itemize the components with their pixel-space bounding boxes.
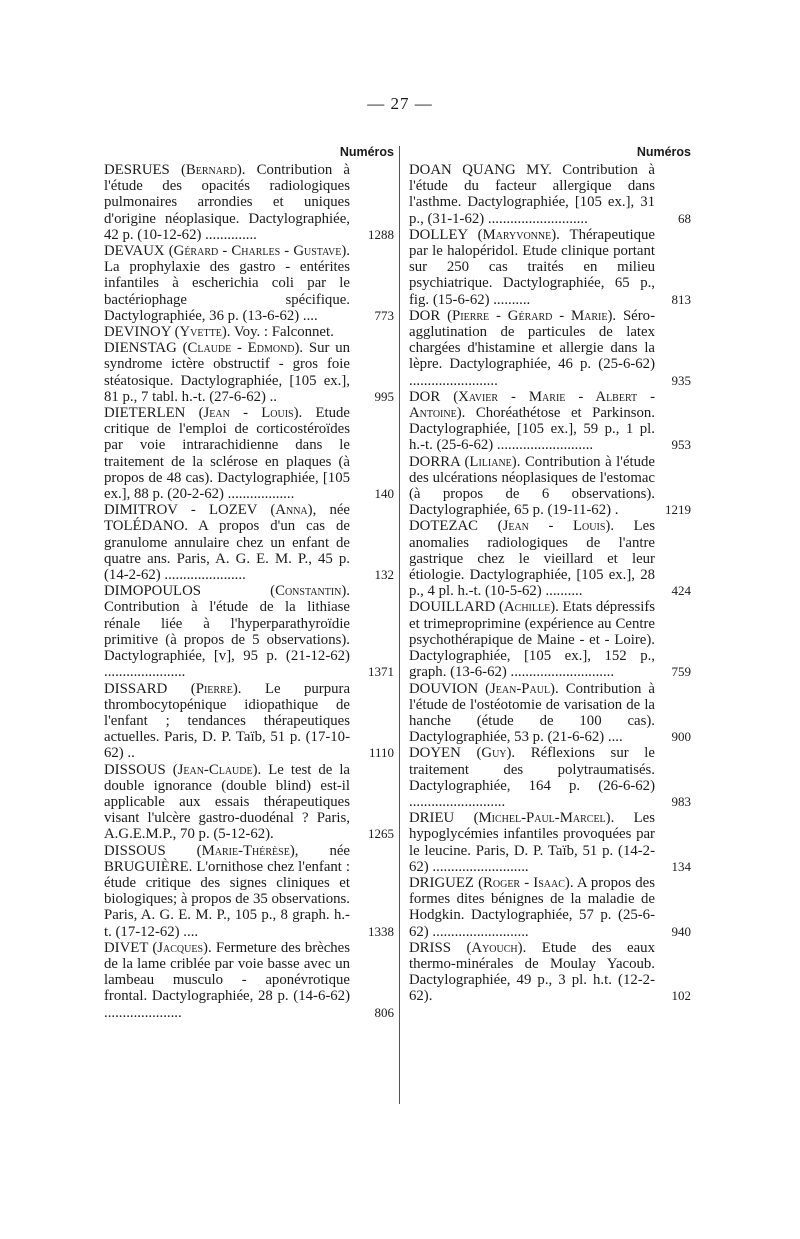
author-name: DOLLEY bbox=[409, 226, 468, 243]
author-name: DRIGUEZ bbox=[409, 874, 474, 891]
author-given-names: (Constantin). bbox=[270, 583, 350, 600]
entry-number: 900 bbox=[671, 729, 691, 745]
entry-number: 759 bbox=[671, 664, 691, 680]
author-given-names: (Maryvonne). bbox=[477, 226, 560, 243]
author-name: DIETERLEN bbox=[104, 405, 186, 422]
entry-description: Contribution à l'étude de l'ostéotomie de varisation de la hanche (étude de 100 cas). Dactylographiée, 53 p. (21-6-62) .... bbox=[409, 680, 656, 746]
index-entry bbox=[104, 162, 394, 243]
entry-description: Le test de la double ignorance (double blind) est-il applicable aux essais thérapeutiques visant l'ulcère gastro-duodénal ? Paris, A.G.E.M.P., 70 p. (5-12-62). bbox=[104, 761, 351, 843]
author-given-names: (Yvette). bbox=[174, 324, 231, 341]
author-name: DORRA bbox=[409, 453, 460, 470]
entry-list bbox=[409, 162, 691, 1005]
index-entry bbox=[104, 405, 394, 502]
entry-description: Voy. : Falconnet. bbox=[233, 324, 334, 341]
author-name: DEVAUX bbox=[104, 243, 165, 260]
entry-description: Contribution à l'étude des ulcérations néoplasiques de l'estomac (à propos de 6 observations). Dactylographiée, 65 p. (19-11-62) . bbox=[409, 453, 655, 519]
entry-number: 1371 bbox=[368, 664, 394, 680]
index-entry bbox=[409, 940, 691, 1005]
column-header: Numéros bbox=[636, 145, 691, 159]
author-given-names: (Michel-Paul-Marcel). bbox=[473, 810, 615, 827]
author-given-names: (Xavier - Marie - Albert - Antoine). bbox=[409, 388, 656, 422]
entry-number: 953 bbox=[671, 437, 691, 453]
author-given-names: (Jean-Paul). bbox=[485, 680, 559, 697]
entry-number: 134 bbox=[671, 858, 691, 874]
entry-description: Les anomalies radiologiques de l'antre gastrique chez le vieillard et leur étiologie. Dactylographiée, [105 ex.], 28 p., 4 pl. h.-t. (10-5-62) .......... bbox=[409, 518, 656, 600]
index-entry bbox=[104, 340, 394, 405]
author-name: DISSOUS bbox=[104, 761, 166, 778]
entry-number: 813 bbox=[671, 291, 691, 307]
entry-description: Contribution à l'étude des opacités radiologiques pulmonaires arrondies et uniques d'origine néoplasique. Dactylographiée, 42 p. (10-12-62) .............. bbox=[104, 162, 350, 243]
author-name: DOR bbox=[409, 388, 441, 405]
author-name: DOUILLARD bbox=[409, 599, 496, 616]
left-column bbox=[104, 142, 394, 1021]
author-name: DRISS bbox=[409, 939, 451, 956]
author-given-names: (Anna), bbox=[270, 502, 317, 519]
entry-number: 68 bbox=[678, 210, 691, 226]
author-given-names: (Liliane). bbox=[464, 453, 521, 470]
author-name: DISSARD bbox=[104, 680, 168, 697]
entry-description: Le purpura thrombocytopénique idiopathique de l'enfant ; tendances thérapeutiques actuelles. Paris, D. P. Taïb, 51 p. (17-10-62) .. bbox=[104, 680, 351, 762]
entry-description: Contribution à l'étude du facteur allergique dans l'asthme. Dactylographiée, [105 ex.], 31 p., (31-1-62) ........................... bbox=[409, 162, 655, 227]
entry-number: 1265 bbox=[368, 826, 394, 842]
author-given-names: (Pierre - Gérard - Marie). bbox=[447, 307, 617, 324]
entry-number: 1110 bbox=[368, 745, 394, 761]
index-entry bbox=[104, 583, 394, 680]
entry-number: 773 bbox=[374, 307, 394, 323]
entry-number: 140 bbox=[374, 486, 394, 502]
entry-number: 806 bbox=[374, 1004, 394, 1020]
author-given-names: (Jean-Claude). bbox=[172, 761, 262, 778]
author-name: DISSOUS bbox=[104, 842, 166, 859]
entry-description: A propos des formes dites bénignes de la maladie de Hodgkin. Dactylographiée, 57 p. (25-6-62) .......................... bbox=[409, 874, 656, 940]
entry-number: 940 bbox=[671, 923, 691, 939]
index-entry bbox=[104, 502, 394, 583]
column-divider bbox=[399, 146, 400, 1104]
index-entry bbox=[409, 875, 691, 940]
author-name: DRIEU bbox=[409, 810, 455, 827]
right-column bbox=[409, 142, 691, 1005]
entry-number: 983 bbox=[671, 793, 691, 809]
author-given-names: (Claude - Edmond). bbox=[182, 340, 304, 357]
index-entry bbox=[409, 227, 691, 308]
index-entry bbox=[409, 745, 691, 810]
index-entry bbox=[409, 162, 691, 227]
entry-description: Etude des eaux thermo-minérales de Moulay Yacoub. Dactylographiée, 49 p., 3 pl. h.t. (12-2-62). bbox=[409, 939, 655, 1005]
author-name: DOR bbox=[409, 307, 441, 324]
author-name: DIMITROV - LOZEV bbox=[104, 502, 258, 519]
entry-description: Séro-agglutination de particules de latex chargées d'histamine et allergie dans la lèpre. Dactylographiée, 46 p. (25-6-62) ........................ bbox=[409, 307, 656, 389]
entry-number: 1338 bbox=[368, 923, 394, 939]
author-given-names: (Pierre). bbox=[190, 680, 242, 697]
entry-description: Etats dépressifs et trimeproprimine (expérience au Centre psychothérapique de Maine - et - Loire). Dactylographiée, [105 ex.], 152 p., graph. (13-6-62) ............................ bbox=[409, 599, 656, 681]
column-header: Numéros bbox=[339, 145, 394, 159]
entry-list bbox=[104, 162, 394, 1021]
page-number: — 27 — bbox=[367, 94, 433, 113]
author-given-names: (Jean - Louis). bbox=[198, 405, 303, 422]
index-entry bbox=[104, 762, 394, 843]
entry-number: 424 bbox=[671, 583, 691, 599]
entry-description: née TOLÉDANO. A propos d'un cas de granulome annulaire chez un enfant de quatre ans. Paris, A. G. E. M. P., 45 p. (14-2-62) ...................... bbox=[104, 502, 350, 584]
index-entry bbox=[104, 243, 394, 324]
author-name: DIENSTAG bbox=[104, 340, 177, 357]
entry-number: 995 bbox=[374, 388, 394, 404]
author-name: DOYEN bbox=[409, 745, 461, 762]
index-entry bbox=[409, 599, 691, 680]
author-given-names: (Gérard - Charles - Gustave). bbox=[168, 243, 350, 260]
index-entry bbox=[409, 681, 691, 746]
entry-description: La prophylaxie des gastro - entérites infantiles à escherichia coli par le bactériophage spécifique. Dactylographiée, 36 p. (13-6-62) .... bbox=[104, 259, 350, 324]
author-name: DIVET bbox=[104, 939, 149, 956]
author-name: DOTEZAC bbox=[409, 518, 479, 535]
entry-description: Thérapeutique par le halopéridol. Etude clinique portant sur 250 cas traités en milieu psychiatrique. Dactylographiée, 65 p., fig. (15-6-62) .......... bbox=[409, 226, 655, 308]
author-name: DEVINOY bbox=[104, 324, 171, 341]
index-entry bbox=[104, 843, 394, 940]
author-given-names: (Marie-Thérèse), bbox=[196, 842, 299, 859]
author-given-names: (Roger - Isaac). bbox=[478, 874, 574, 891]
author-given-names: (Ayouch). bbox=[466, 939, 527, 956]
entry-description: Contribution à l'étude de la lithiase rénale liée à l'hyperparathyroïdie primitive (à propos de 5 observations). Dactylographiée, [v], 95 p. (21-12-62) ...................... bbox=[104, 599, 350, 681]
entry-description: Les hypoglycémies infantiles provoquées par le leucine. Paris, D. P. Taïb, 51 p. (14-2-62) .......................... bbox=[409, 810, 656, 875]
index-entry bbox=[409, 389, 691, 454]
author-name: DOAN QUANG MY. bbox=[409, 162, 552, 178]
entry-description: Réflexions sur le traitement des polytraumatisés. Dactylographiée, 164 p. (26-6-62) .......................... bbox=[409, 745, 655, 810]
author-given-names: (Jacques). bbox=[152, 939, 212, 956]
entry-description: née BRUGUIÈRE. L'ornithose chez l'enfant : étude critique des signes cliniques et biologiques; à propos de 35 observations. Paris, A. G. E. M. P., 105 p., 8 graph. h.-t. (17-12-62) .... bbox=[104, 842, 350, 940]
index-entry bbox=[409, 308, 691, 389]
index-entry bbox=[104, 324, 394, 340]
author-given-names: (Achille). bbox=[499, 599, 559, 616]
index-entry bbox=[409, 518, 691, 599]
author-name: DIMOPOULOS bbox=[104, 583, 202, 600]
entry-description: Choréathétose et Parkinson. Dactylographiée, [105 ex.], 59 p., 1 pl. h.-t. (25-6-62) .......................... bbox=[409, 405, 656, 454]
author-name: DOUVION bbox=[409, 680, 479, 697]
entry-number: 132 bbox=[374, 567, 394, 583]
author-given-names: (Bernard). bbox=[180, 162, 246, 178]
entry-number: 1288 bbox=[368, 226, 394, 242]
entry-description: Fermeture des brèches de la lame criblée par voie basse avec un lambeau musculo - aponévrotique frontal. Dactylographiée, 28 p. (14-6-62) ..................... bbox=[104, 939, 351, 1021]
entry-number: 935 bbox=[671, 372, 691, 388]
author-given-names: (Guy). bbox=[476, 745, 516, 762]
entry-number: 102 bbox=[671, 988, 691, 1004]
entry-number: 1219 bbox=[665, 502, 691, 518]
index-entry bbox=[104, 940, 394, 1021]
index-entry bbox=[409, 810, 691, 875]
author-name: DESRUES bbox=[104, 162, 170, 178]
index-entry bbox=[409, 454, 691, 519]
index-entry bbox=[104, 681, 394, 762]
entry-description: Etude critique de l'emploi de corticostéroïdes par voie intrarachidienne dans le traitement de la sclérose en plaques (à propos de 48 cas). Dactylographiée, [105 ex.], 88 p. (20-2-62) .................. bbox=[104, 405, 350, 503]
entry-description: Sur un syndrome ictère obstructif - gros foie stéatosique. Dactylographiée, [105 ex.], 81 p., 7 tabl. h.-t. (27-6-62) .. bbox=[104, 340, 350, 405]
author-given-names: (Jean - Louis). bbox=[497, 518, 615, 535]
